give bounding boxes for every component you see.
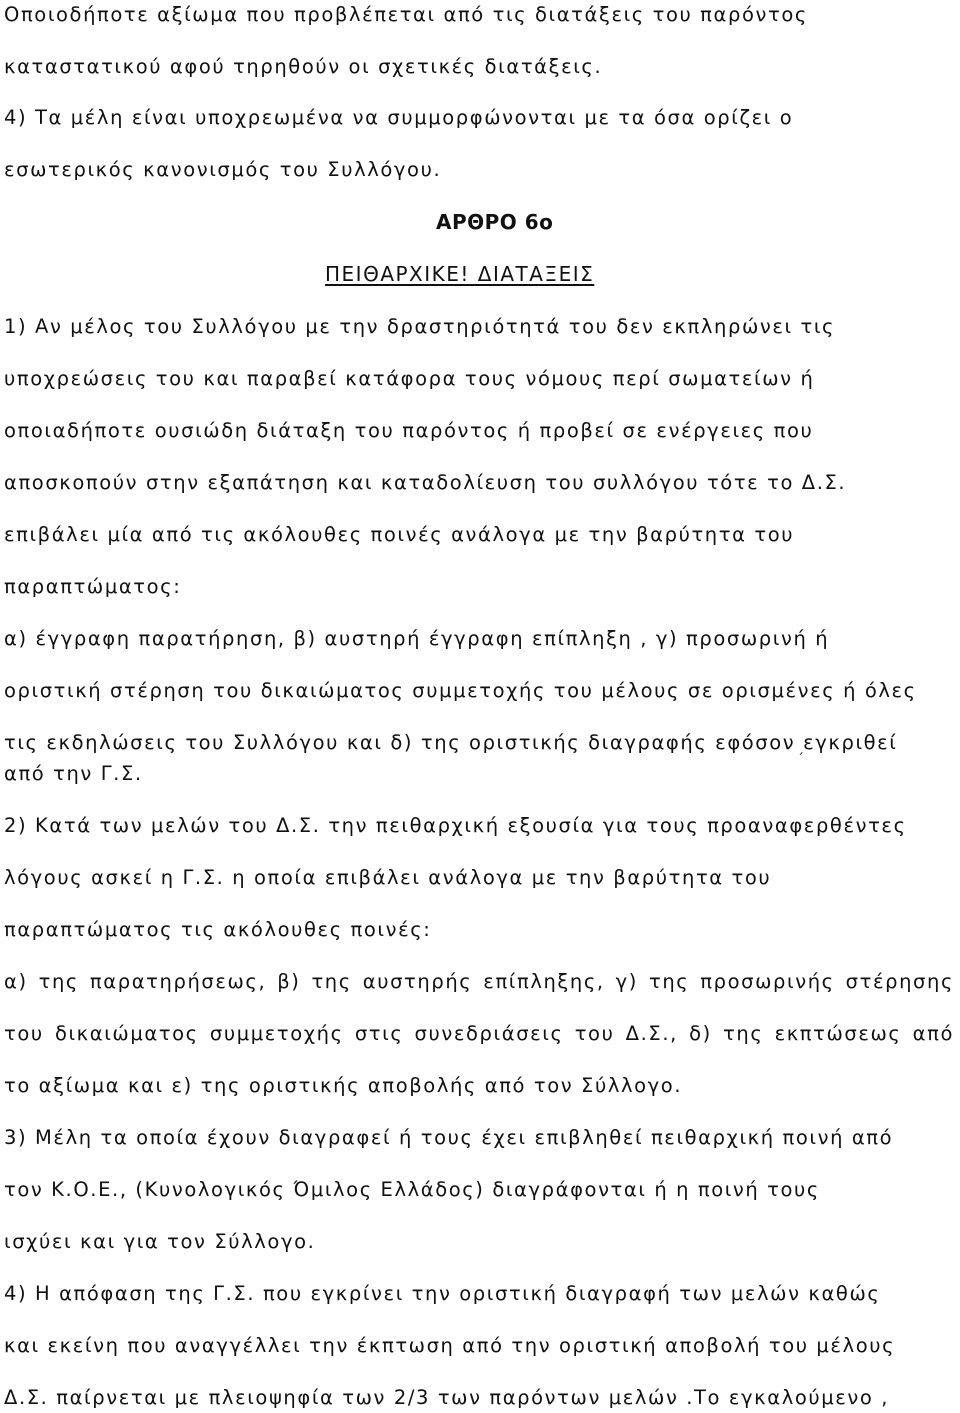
- article-title: ΑΡΘΡΟ 6ο: [436, 210, 554, 234]
- text-line: οποιαδήποτε ουσιώδη διάταξη του παρόντος ή προβεί σε ενέργειες που: [4, 419, 814, 442]
- text-line: αποσκοπούν στην εξαπάτηση και καταδολίευση του συλλόγου τότε το Δ.Σ.: [4, 471, 847, 494]
- text-line: α) της παρατηρήσεως, β) της αυστηρής επίπληξης, γ) της προσωρινής στέρησης: [4, 970, 954, 993]
- text-line: του δικαιώματος συμμετοχής στις συνεδριάσεις του Δ.Σ., δ) της εκπτώσεως από: [4, 1022, 954, 1045]
- text-line: 2) Κατά των μελών του Δ.Σ. την πειθαρχική εξουσία για τους προαναφερθέντες: [4, 814, 907, 837]
- text-line: και εκείνη που αναγγέλλει την έκπτωση από την οριστική αποβολή του μέλους: [4, 1334, 896, 1357]
- text-line: καταστατικού αφού τηρηθούν οι σχετικές διατάξεις.: [4, 55, 603, 78]
- text-line: από την Γ.Σ.: [4, 762, 143, 785]
- text-line: το αξίωμα και ε) της οριστικής αποβολής από τον Σύλλογο.: [4, 1074, 683, 1097]
- text-line: Δ.Σ. παίρνεται με πλειοψηφία των 2/3 των παρόντων μελών .Το εγκαλούμενο ,: [4, 1386, 890, 1409]
- text-line: επιβάλει μία από τις ακόλουθες ποινές ανάλογα με την βαρύτητα του: [4, 523, 795, 546]
- article-subtitle: ΠΕΙΘΑΡΧΙΚΕ! ΔΙΑΤΑΞΕΙΣ: [325, 262, 595, 286]
- text-line: τον Κ.Ο.Ε., (Κυνολογικός Όμιλος Ελλάδος) διαγράφονται ή η ποινή τους: [4, 1178, 820, 1201]
- text-line: παραπτώματος τις ακόλουθες ποινές:: [4, 918, 432, 941]
- text-line: α) έγγραφη παρατήρηση, β) αυστηρή έγγραφη επίπληξη , γ) προσωρινή ή: [4, 627, 830, 650]
- text-line: Οποιοδήποτε αξίωμα που προβλέπεται από τις διατάξεις του παρόντος: [4, 3, 808, 26]
- text-line: εσωτερικός κανονισμός του Συλλόγου.: [4, 158, 442, 181]
- text-line: 4) Τα μέλη είναι υποχρεωμένα να συμμορφώνονται με τα όσα ορίζει ο: [4, 106, 794, 129]
- stray-mark: ´: [797, 752, 804, 768]
- text-line: λόγους ασκεί η Γ.Σ. η οποία επιβάλει ανάλογα με την βαρύτητα του: [4, 866, 772, 889]
- text-line: υποχρεώσεις του και παραβεί κατάφορα τους νόμους περί σωματείων ή: [4, 367, 815, 390]
- text-line: ισχύει και για τον Σύλλογο.: [4, 1230, 316, 1253]
- text-line: 4) Η απόφαση της Γ.Σ. που εγκρίνει την οριστική διαγραφή των μελών καθώς: [4, 1282, 881, 1305]
- text-line: οριστική στέρηση του δικαιώματος συμμετοχής του μέλους σε ορισμένες ή όλες: [4, 679, 917, 702]
- text-line: παραπτώματος:: [4, 575, 182, 598]
- text-line: τις εκδηλώσεις του Συλλόγου και δ) της οριστικής διαγραφής εφόσον εγκριθεί: [4, 731, 898, 754]
- text-line: 1) Αν μέλος του Συλλόγου με την δραστηριότητά του δεν εκπληρώνει τις: [4, 315, 836, 338]
- text-line: 3) Μέλη τα οποία έχουν διαγραφεί ή τους έχει επιβληθεί πειθαρχική ποινή από: [4, 1126, 894, 1149]
